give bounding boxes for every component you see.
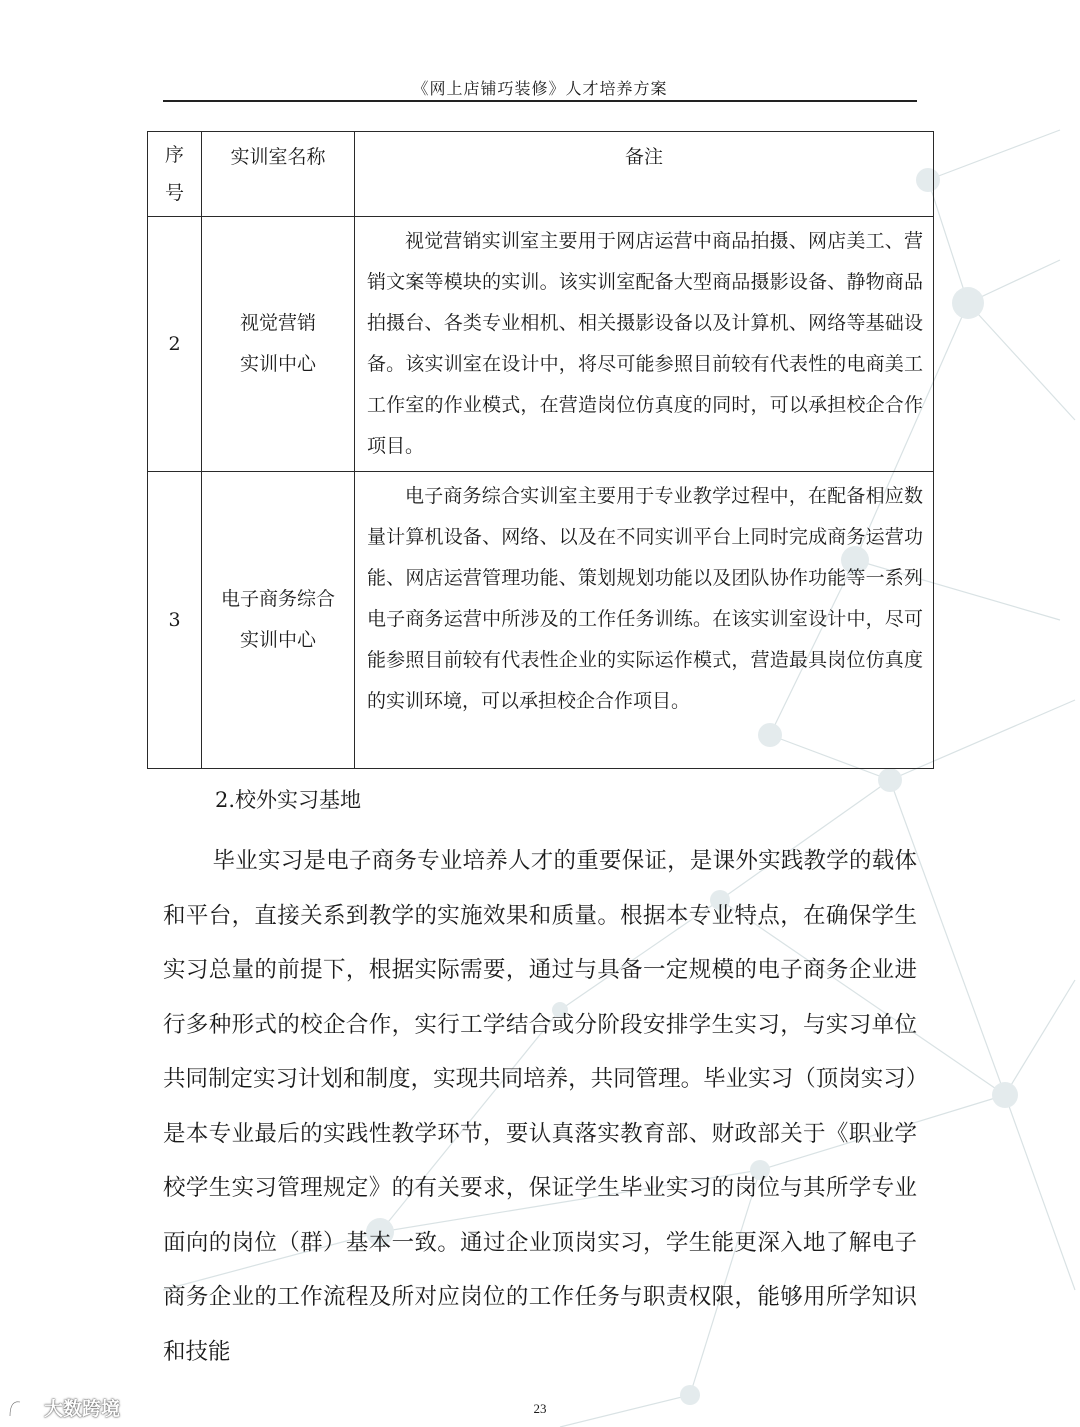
room-note [355,217,934,472]
room-name-line: 实训中心 [239,353,316,375]
table-row [148,217,934,472]
room-note-text: 电子商务综合实训室主要用于专业教学过程中，在配备相应数量计算机设备、网络、以及在不同实训平台上同时完成商务运营功能、网店运营管理功能、策划规划功能以及团队协作功能等一系列电子商务运营中所涉及的工作任务训练。在该实训室设计中，尽可能参照目前较有代表性企业的实际运作模式，营造最具岗位仿真度的实训环境，可以承担校企合作项目。 [367,485,923,712]
room-note-text: 视觉营销实训室主要用于网店运营中商品拍摄、网店美工、营销文案等模块的实训。该实训室配备大型商品摄影设备、静物商品拍摄台、各类专业相机、相关摄影设备以及计算机、网络等基础设备。该实训室在设计中，将尽可能参照目前较有代表性的电商美工工作室的作业模式，在营造岗位仿真度的同时，可以承担校企合作项目。 [367,230,923,457]
brand-logo-icon [6,1396,40,1420]
room-name [202,472,355,769]
page-number: 23 [533,1401,547,1416]
brand-watermark-text: 大数跨境 [44,1398,121,1420]
training-room-table [147,131,934,769]
body-paragraph: 毕业实习是电子商务专业培养人才的重要保证，是课外实践教学的载体和平台，直接关系到教学的实施效果和质量。根据本专业特点，在确保学生实习总量的前提下，根据实际需要，通过与具备一定规模的电子商务企业进行多种形式的校企合作，实行工学结合或分阶段安排学生实习，与实习单位共同制定实习计划和制度，实现共同培养，共同管理。毕业实习（顶岗实习）是本专业最后的实践性教学环节，要认真落实教育部、财政部关于《职业学校学生实习管理规定》的有关要求，保证学生毕业实习的岗位与其所学专业面向的岗位（群）基本一致。通过企业顶岗实习，学生能更深入地了解电子商务企业的工作流程及所对应岗位的工作任务与职责权限，能够用所学知识和技能 [163,848,917,1365]
room-name [202,217,355,472]
section-heading: 2.校外实习基地 [215,788,362,812]
table-row [148,472,934,769]
brand-watermark [6,1394,120,1421]
room-name-line: 视觉营销 [239,312,316,334]
header-number-label: 序号 [164,144,184,204]
row-number: 2 [148,217,202,472]
page-header-title: 《网上店铺巧装修》人才培养方案 [412,79,668,98]
table-header-row [148,132,934,217]
header-cell-note: 备注 [355,132,934,217]
row-number: 3 [148,472,202,769]
header-rule [163,100,917,102]
header-cell-number [148,132,202,217]
room-name-line: 电子商务综合 [220,588,335,610]
room-name-line: 实训中心 [239,629,316,651]
room-note [355,472,934,769]
header-cell-name: 实训室名称 [202,132,355,217]
